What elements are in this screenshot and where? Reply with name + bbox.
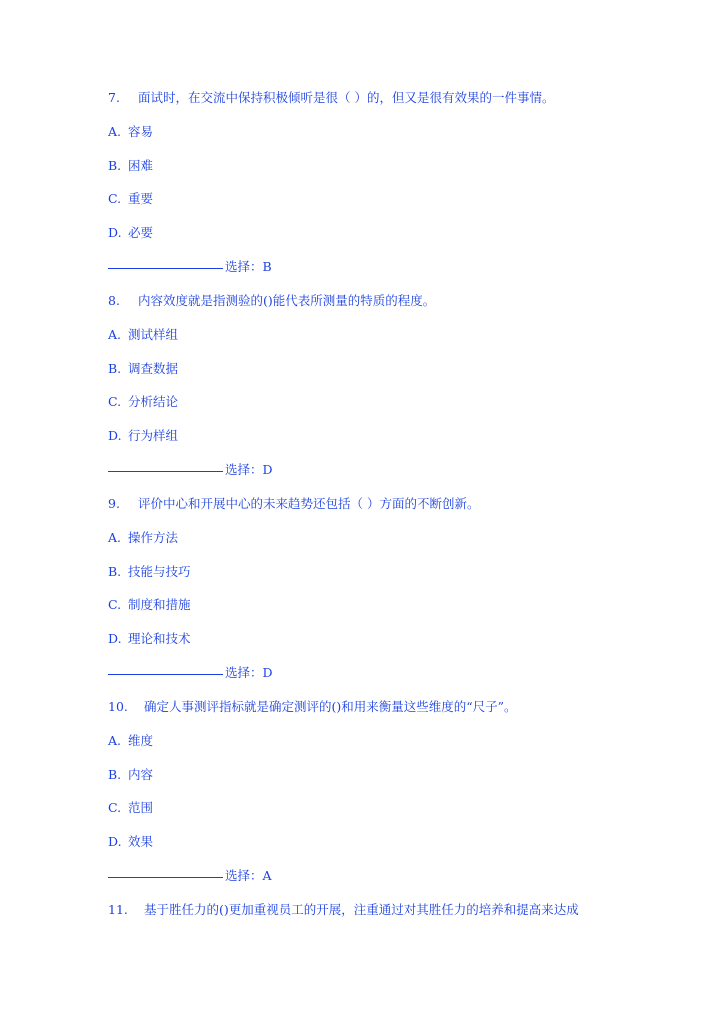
question-text: 确定人事测评指标就是确定测评的()和用来衡量这些维度的“尺子”。 xyxy=(144,699,517,714)
option-text: 内容 xyxy=(128,767,154,782)
option-letter: B. xyxy=(108,158,122,173)
answer-text: 选择：D xyxy=(225,665,273,680)
option-b xyxy=(108,156,153,176)
question-stem xyxy=(108,88,554,108)
option-text: 范围 xyxy=(128,800,154,815)
option-letter: D. xyxy=(108,631,122,646)
option-text: 必要 xyxy=(128,225,154,240)
question-stem xyxy=(108,900,579,920)
question-number: 8. xyxy=(108,293,120,308)
option-c xyxy=(108,392,178,412)
option-b xyxy=(108,765,153,785)
option-a xyxy=(108,528,178,548)
option-d xyxy=(108,629,191,649)
option-letter: B. xyxy=(108,564,122,579)
option-letter: A. xyxy=(108,733,122,748)
option-letter: C. xyxy=(108,800,122,815)
option-text: 分析结论 xyxy=(128,394,179,409)
answer-line xyxy=(108,257,272,277)
option-letter: C. xyxy=(108,394,122,409)
option-c xyxy=(108,189,153,209)
question-stem xyxy=(108,697,517,717)
option-letter: A. xyxy=(108,327,122,342)
answer-dash xyxy=(108,471,223,472)
question-text: 面试时，在交流中保持积极倾听是很（ ）的，但又是很有效果的一件事情。 xyxy=(138,90,555,105)
option-text: 效果 xyxy=(128,834,154,849)
option-c xyxy=(108,798,153,818)
option-c xyxy=(108,595,191,615)
option-letter: B. xyxy=(108,767,122,782)
question-number: 7. xyxy=(108,90,120,105)
option-letter: D. xyxy=(108,834,122,849)
option-text: 维度 xyxy=(128,733,154,748)
question-number: 9. xyxy=(108,496,120,511)
option-text: 行为样组 xyxy=(128,428,179,443)
option-letter: D. xyxy=(108,428,122,443)
option-letter: C. xyxy=(108,597,122,612)
option-letter: A. xyxy=(108,530,122,545)
answer-text: 选择：B xyxy=(225,259,272,274)
answer-text: 选择：D xyxy=(225,462,273,477)
option-text: 操作方法 xyxy=(128,530,179,545)
option-letter: C. xyxy=(108,191,122,206)
answer-line xyxy=(108,866,272,886)
option-d xyxy=(108,832,153,852)
answer-dash xyxy=(108,268,223,269)
option-letter: B. xyxy=(108,361,122,376)
answer-line xyxy=(108,663,273,683)
option-d xyxy=(108,426,178,446)
question-stem xyxy=(108,494,479,514)
option-a xyxy=(108,325,178,345)
question-text: 基于胜任力的()更加重视员工的开展，注重通过对其胜任力的培养和提高来达成 xyxy=(144,902,579,917)
option-text: 制度和措施 xyxy=(128,597,191,612)
question-number: 11. xyxy=(108,902,128,917)
option-d xyxy=(108,223,153,243)
question-text: 内容效度就是指测验的()能代表所测量的特质的程度。 xyxy=(138,293,436,308)
option-b xyxy=(108,359,178,379)
question-stem xyxy=(108,291,435,311)
answer-dash xyxy=(108,877,223,878)
option-text: 重要 xyxy=(128,191,154,206)
option-text: 困难 xyxy=(128,158,154,173)
option-a xyxy=(108,122,153,142)
option-text: 理论和技术 xyxy=(128,631,191,646)
question-text: 评价中心和开展中心的未来趋势还包括（ ）方面的不断创新。 xyxy=(138,496,480,511)
option-b xyxy=(108,562,191,582)
option-text: 测试样组 xyxy=(128,327,179,342)
option-letter: D. xyxy=(108,225,122,240)
option-letter: A. xyxy=(108,124,122,139)
option-a xyxy=(108,731,153,751)
question-number: 10. xyxy=(108,699,128,714)
option-text: 技能与技巧 xyxy=(128,564,191,579)
answer-line xyxy=(108,460,273,480)
answer-text: 选择：A xyxy=(225,868,272,883)
answer-dash xyxy=(108,674,223,675)
option-text: 容易 xyxy=(128,124,154,139)
option-text: 调查数据 xyxy=(128,361,179,376)
